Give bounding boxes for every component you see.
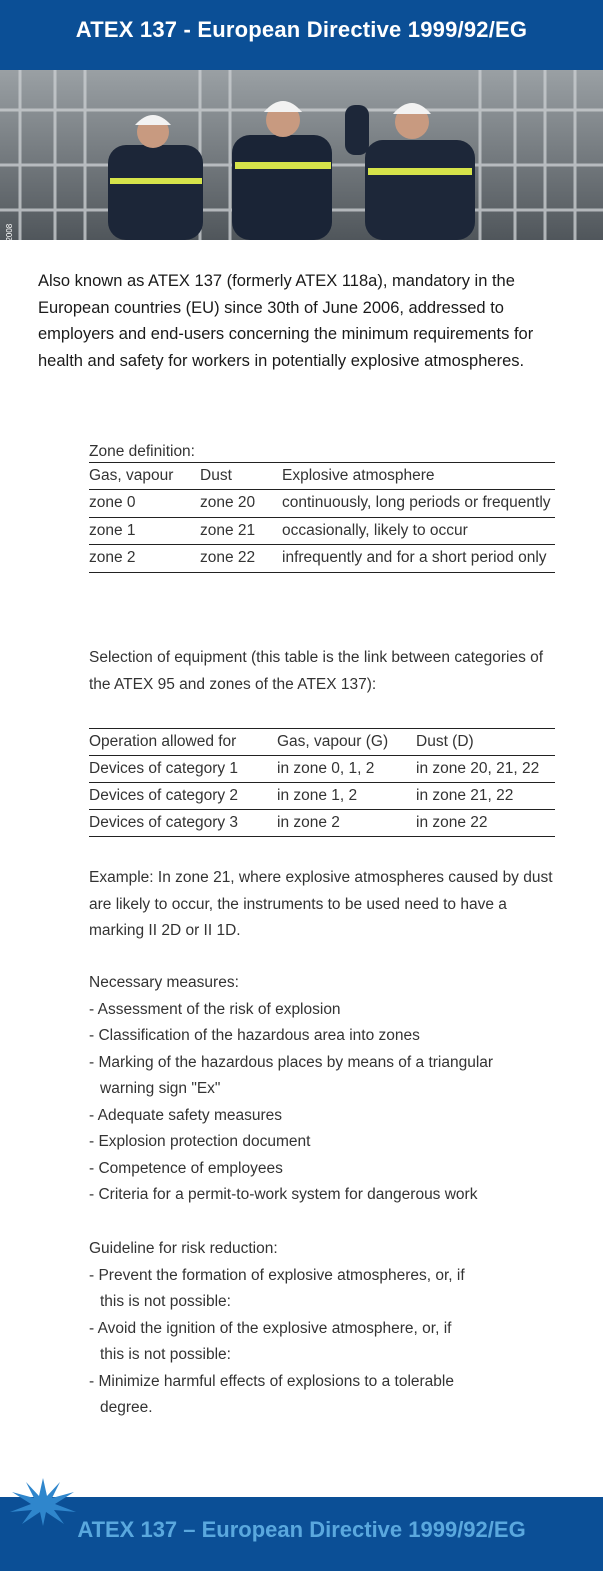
header-gas-vapour: Gas, vapour xyxy=(89,463,200,490)
measures-list xyxy=(89,970,559,1209)
photo-code: ST-384-2008 xyxy=(5,223,14,270)
list-item: - Classification of the hazardous area into zones xyxy=(89,1027,420,1044)
cell-atmosphere: continuously, long periods or frequently xyxy=(282,490,555,518)
guideline-list xyxy=(89,1236,479,1422)
list-item: - Criteria for a permit-to-work system for dangerous work xyxy=(89,1186,478,1203)
cell-gas-zone: zone 2 xyxy=(89,545,200,573)
table-row xyxy=(89,545,555,573)
zone-definition-label: Zone definition: xyxy=(89,443,195,460)
cell-gas-zone: zone 0 xyxy=(89,490,200,518)
example-paragraph: Example: In zone 21, where explosive atmospheres caused by dust are likely to occur, the instruments to be used need to have a marking II 2D or II 1D. xyxy=(89,869,553,939)
footer-banner xyxy=(0,1497,603,1571)
category-table-header xyxy=(89,729,555,756)
table-row xyxy=(89,783,555,810)
list-item: - Minimize harmful effects of explosions to a tolerable degree. xyxy=(89,1372,454,1416)
table-row xyxy=(89,517,555,545)
table-row xyxy=(89,490,555,518)
list-item: - Avoid the ignition of the explosive atmosphere, or, if this is not possible: xyxy=(89,1319,452,1363)
list-item: - Competence of employees xyxy=(89,1159,283,1177)
list-item: - Adequate safety measures xyxy=(89,1106,283,1124)
cell-atmosphere: occasionally, likely to occur xyxy=(282,517,555,545)
footer-title: ATEX 137 – European Directive 1999/92/EG xyxy=(77,1517,526,1542)
cell-dust-zones: in zone 21, 22 xyxy=(416,783,555,810)
cell-atmosphere: infrequently and for a short period only xyxy=(282,545,555,573)
selection-paragraph: Selection of equipment (this table is the link between categories of the ATEX 95 and zones of the ATEX 137): xyxy=(89,649,544,693)
list-item: - Marking of the hazardous places by means of a triangular warning sign "Ex" xyxy=(89,1053,494,1097)
zone-table-header xyxy=(89,463,555,490)
header-operation: Operation allowed for xyxy=(89,729,277,756)
category-table xyxy=(89,728,555,837)
header-banner xyxy=(0,0,603,70)
measures-title: Necessary measures: xyxy=(89,974,239,991)
cell-gas-zone: zone 1 xyxy=(89,517,200,545)
header-dust: Dust xyxy=(200,463,282,490)
list-item: - Explosion protection document xyxy=(89,1133,311,1150)
cell-category: Devices of category 3 xyxy=(89,810,277,837)
cell-gas-zones: in zone 1, 2 xyxy=(277,783,416,810)
table-row xyxy=(89,756,555,783)
cell-category: Devices of category 1 xyxy=(89,756,277,783)
header-gas-vapour-g: Gas, vapour (G) xyxy=(277,729,416,756)
intro-paragraph: Also known as ATEX 137 (formerly ATEX 118a), mandatory in the European countries (EU) since 30th of June 2006, addressed to employers and end-users concerning the minimum requirements for health and safety for workers in potentially explosive atmospheres. xyxy=(38,272,534,370)
workers-photo xyxy=(0,70,603,270)
header-dust-d: Dust (D) xyxy=(416,729,555,756)
cell-gas-zones: in zone 2 xyxy=(277,810,416,837)
table-row xyxy=(89,810,555,837)
cell-gas-zones: in zone 0, 1, 2 xyxy=(277,756,416,783)
zone-table xyxy=(89,462,555,573)
page-title: ATEX 137 - European Directive 1999/92/EG xyxy=(75,17,528,42)
cell-dust-zone: zone 20 xyxy=(200,490,282,518)
list-item: - Prevent the formation of explosive atmospheres, or, if this is not possible: xyxy=(89,1266,465,1310)
guideline-title: Guideline for risk reduction: xyxy=(89,1240,278,1257)
cell-category: Devices of category 2 xyxy=(89,783,277,810)
cell-dust-zone: zone 21 xyxy=(200,517,282,545)
cell-dust-zones: in zone 22 xyxy=(416,810,555,837)
header-explosive-atmosphere: Explosive atmosphere xyxy=(282,463,555,490)
cell-dust-zone: zone 22 xyxy=(200,545,282,573)
list-item: - Assessment of the risk of explosion xyxy=(89,1000,341,1018)
starburst-icon xyxy=(8,1476,78,1526)
workers-illustration xyxy=(0,70,603,240)
cell-dust-zones: in zone 20, 21, 22 xyxy=(416,756,555,783)
